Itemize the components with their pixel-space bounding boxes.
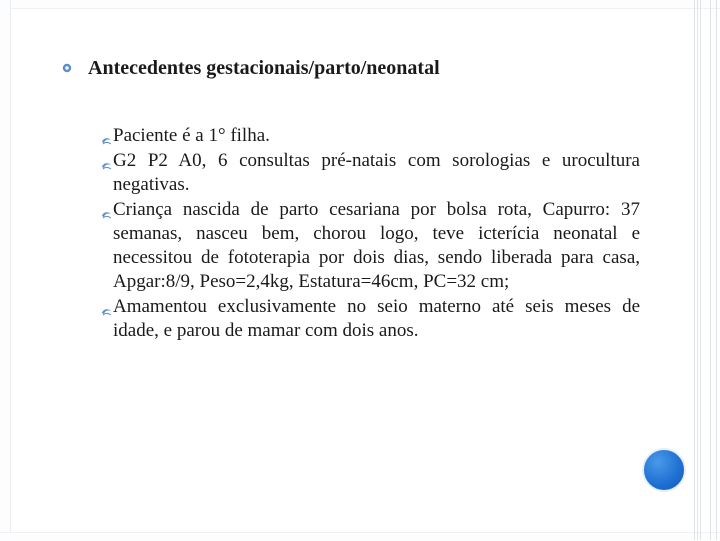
decorative-vertical-line (697, 0, 698, 540)
decorative-vertical-line (700, 0, 701, 540)
bullet-item-text: G2 P2 A0, 6 consultas pré-natais com sorologias e urocultura negativas. (113, 150, 640, 195)
slide-frame-left (0, 0, 11, 540)
bullet-item-4 (101, 295, 640, 343)
bullet-list (101, 124, 640, 343)
gear-icon (62, 63, 72, 73)
section-heading (62, 56, 622, 80)
bullet-item-text: Amamentou exclusivamente no seio materno até seis meses de idade, e parou de mamar com dois anos. (113, 296, 640, 341)
decorative-blue-circle (642, 448, 686, 492)
bullet-item-text: Criança nascida de parto cesariana por bolsa rota, Capurro: 37 semanas, nasceu bem, chorou logo, teve icterícia neonatal e necessitou de fototerapia por dois dias, sendo liberada para casa, Apgar:8/9, Peso=2,4kg, Estatura=46cm, PC=32 cm; (113, 199, 640, 292)
section-heading-text: Antecedentes gestacionais/parto/neonatal (88, 57, 440, 79)
swirl-bullet-icon (101, 204, 112, 215)
decorative-vertical-line (716, 0, 717, 540)
swirl-bullet-icon (101, 130, 112, 141)
bullet-item-2 (101, 149, 640, 197)
bullet-item-1 (101, 124, 640, 148)
decorative-vertical-line (694, 0, 695, 540)
slide-frame-top (0, 0, 720, 9)
bullet-item-3 (101, 198, 640, 294)
decorative-vertical-line (710, 0, 711, 540)
bullet-item-text: Paciente é a 1° filha. (113, 125, 270, 146)
swirl-bullet-icon (101, 301, 112, 312)
swirl-bullet-icon (101, 155, 112, 166)
